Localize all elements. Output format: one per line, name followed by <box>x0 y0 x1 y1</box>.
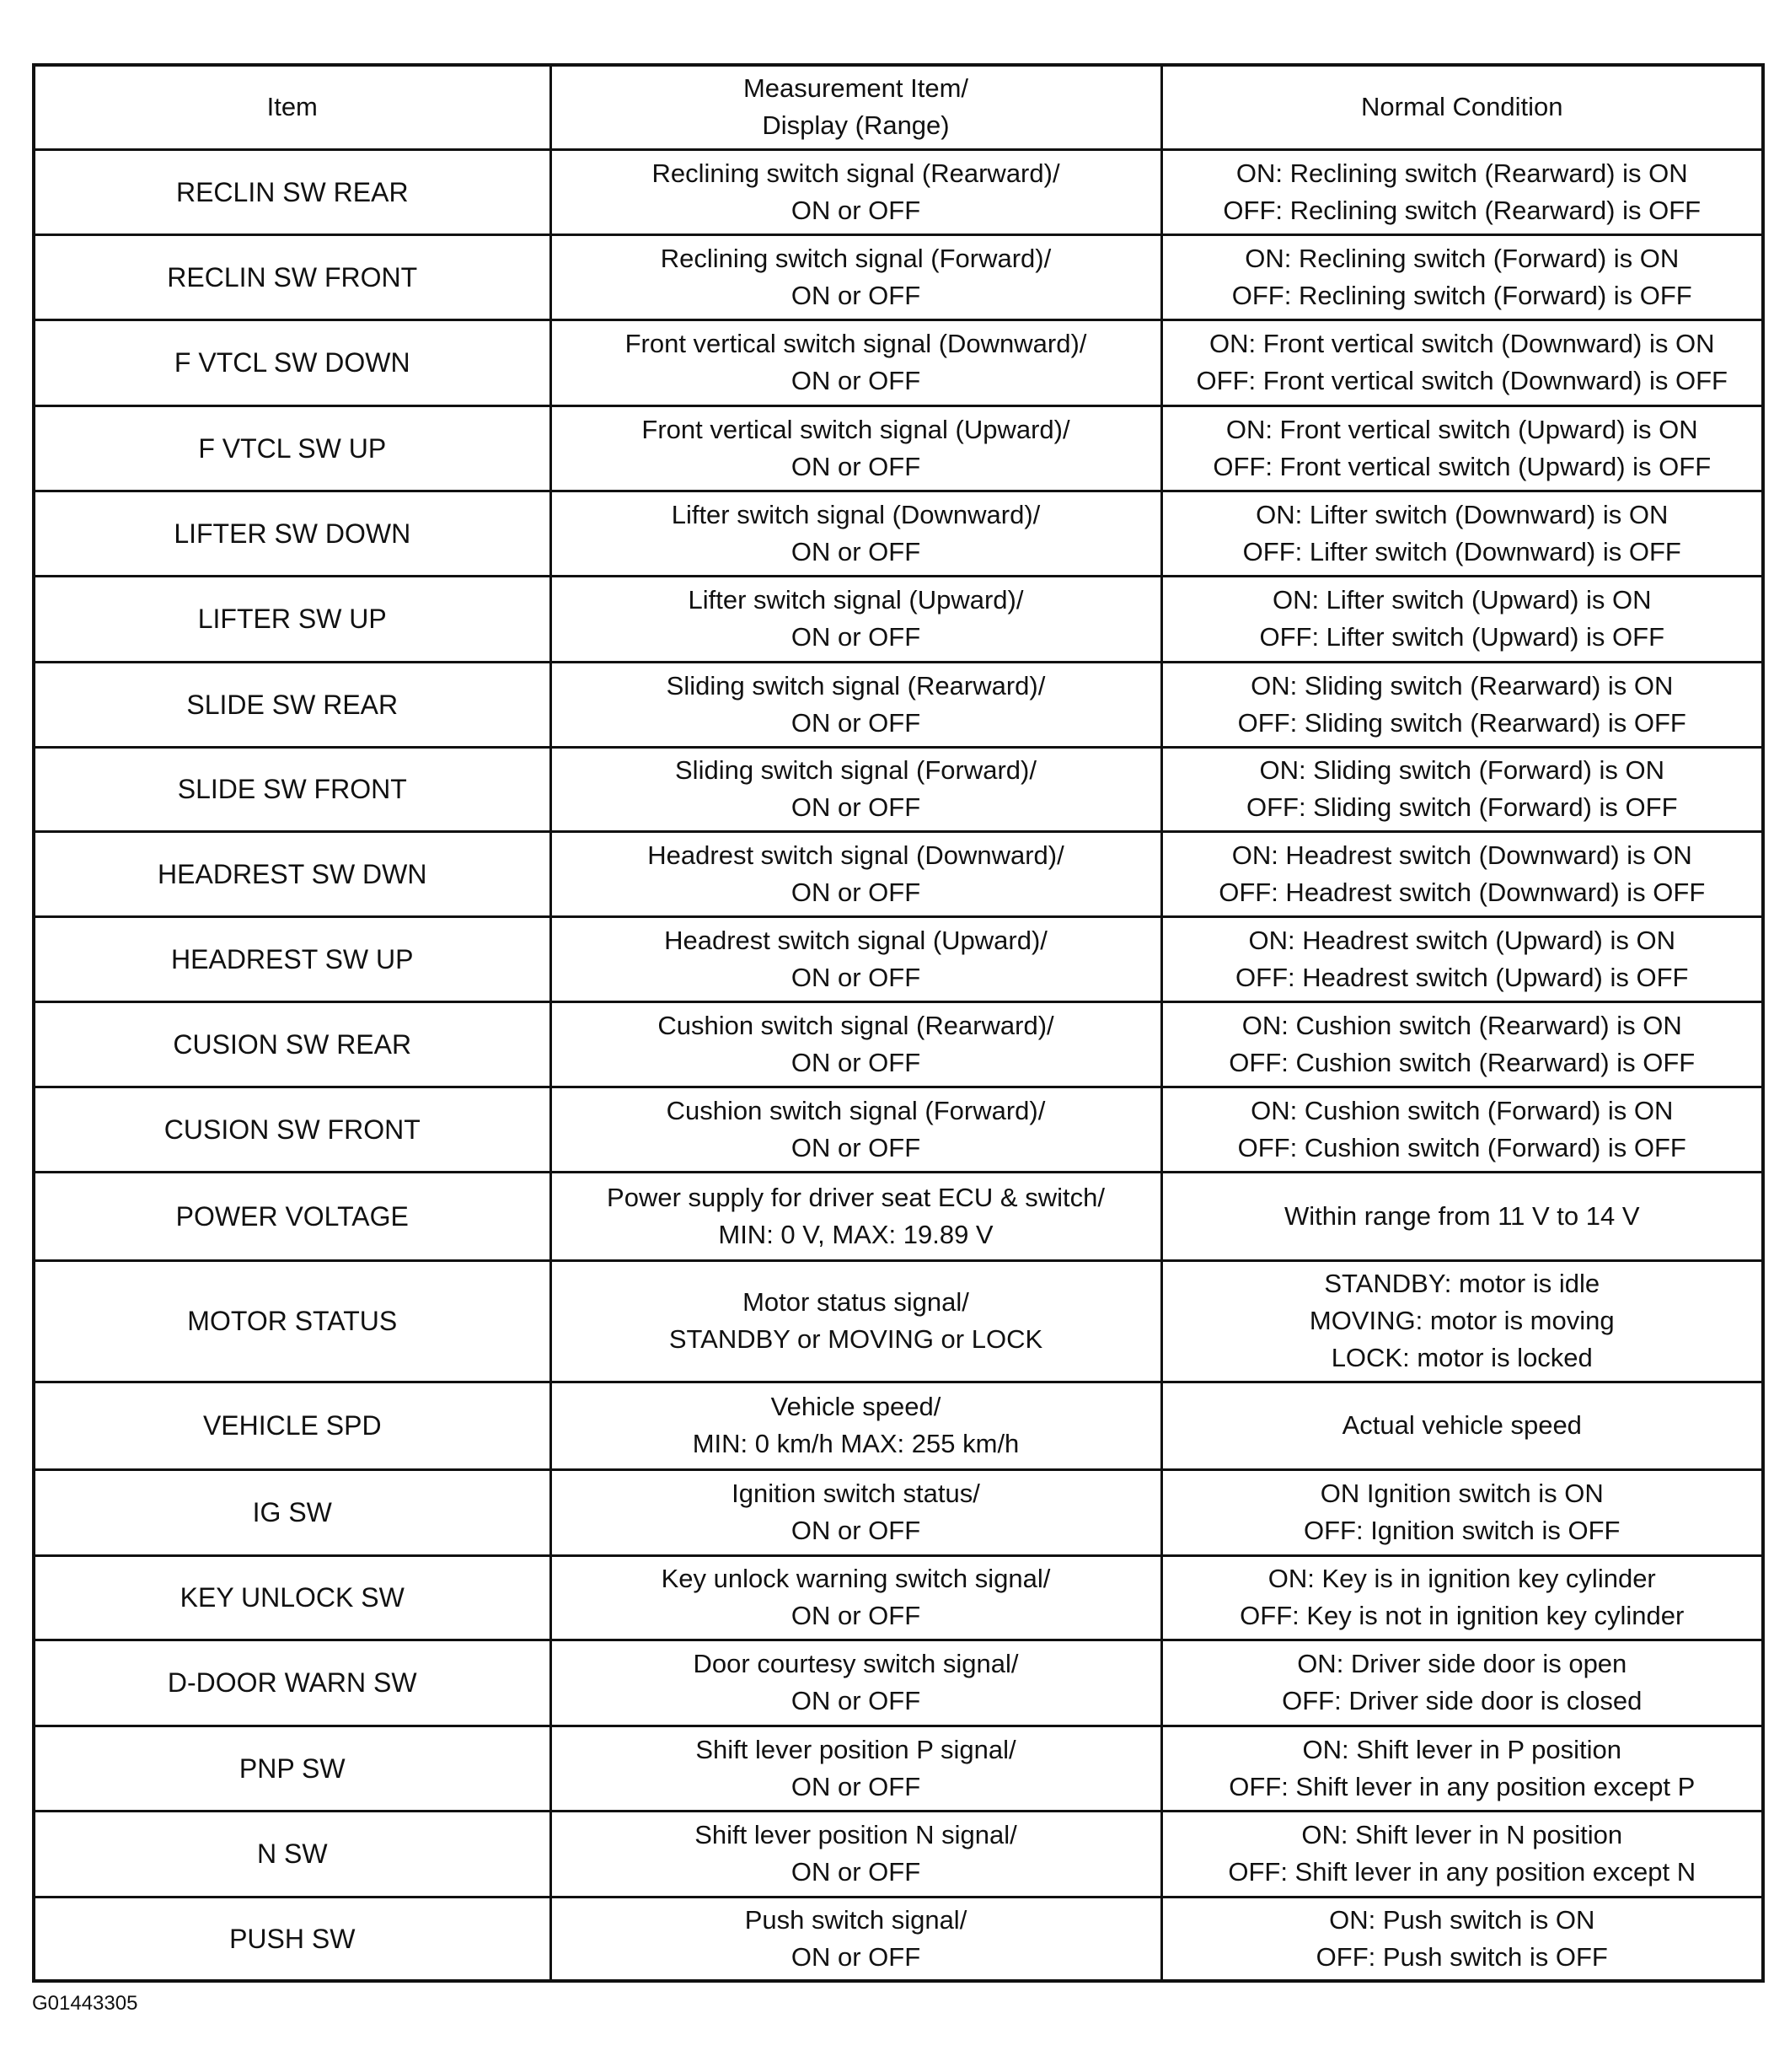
measurement-line: Front vertical switch signal (Upward)/ <box>641 414 1070 444</box>
condition-line: STANDBY: motor is idle <box>1324 1269 1600 1298</box>
cell-item <box>34 405 550 491</box>
condition-line: OFF: Sliding switch (Rearward) is OFF <box>1237 707 1686 738</box>
cell-measurement <box>550 916 1161 1001</box>
condition-line: LOCK: motor is locked <box>1331 1343 1593 1372</box>
table-row <box>34 1001 1763 1087</box>
condition-line: ON: Front vertical switch (Downward) is ON <box>1209 329 1715 358</box>
cell-condition <box>1161 1469 1763 1555</box>
cell-condition <box>1161 916 1763 1001</box>
measurement-line: Headrest switch signal (Upward)/ <box>664 925 1048 955</box>
condition-line: OFF: Shift lever in any position except N <box>1228 1857 1696 1887</box>
cell-measurement <box>550 1726 1161 1811</box>
item-label: VEHICLE SPD <box>202 1410 382 1441</box>
condition-line: OFF: Headrest switch (Upward) is OFF <box>1235 962 1689 992</box>
cell-item <box>34 319 550 405</box>
condition-line: ON: Headrest switch (Upward) is ON <box>1248 925 1675 955</box>
cell-measurement <box>550 234 1161 319</box>
measurement-line: ON or OFF <box>790 707 921 738</box>
cell-item <box>34 662 550 747</box>
measurement-line: Cushion switch signal (Rearward)/ <box>657 1010 1054 1040</box>
measurement-line: Headrest switch signal (Downward)/ <box>647 840 1064 870</box>
measurement-line: MIN: 0 V, MAX: 19.89 V <box>718 1219 994 1249</box>
header-measurement <box>550 65 1161 149</box>
cell-condition <box>1161 1087 1763 1172</box>
cell-condition <box>1161 1726 1763 1811</box>
measurement-line: Sliding switch signal (Forward)/ <box>675 755 1037 785</box>
cell-condition <box>1161 662 1763 747</box>
table-row <box>34 1260 1763 1382</box>
cell-measurement <box>550 1640 1161 1726</box>
item-label: SLIDE SW FRONT <box>177 774 407 804</box>
item-label: F VTCL SW DOWN <box>174 347 410 378</box>
item-label: SLIDE SW REAR <box>186 689 399 720</box>
table-row <box>34 149 1763 234</box>
condition-line: OFF: Lifter switch (Upward) is OFF <box>1259 622 1665 652</box>
measurement-line: ON or OFF <box>790 366 921 395</box>
measurement-line: ON or OFF <box>790 536 921 566</box>
table-row <box>34 491 1763 576</box>
header-condition <box>1161 65 1763 149</box>
cell-item <box>34 1640 550 1726</box>
measurement-line: Cushion switch signal (Forward)/ <box>666 1095 1046 1125</box>
measurement-line: Lifter switch signal (Downward)/ <box>671 499 1041 529</box>
cell-condition <box>1161 1897 1763 1981</box>
condition-line: MOVING: motor is moving <box>1309 1306 1615 1335</box>
condition-line: ON: Front vertical switch (Upward) is ON <box>1225 414 1698 444</box>
cell-item <box>34 747 550 831</box>
measurement-line: Shift lever position P signal/ <box>695 1734 1016 1764</box>
header-measurement-line: Measurement Item/ <box>742 73 969 104</box>
condition-line: OFF: Driver side door is closed <box>1282 1686 1643 1715</box>
table-row <box>34 1555 1763 1640</box>
cell-item <box>34 1260 550 1382</box>
item-label: RECLIN SW FRONT <box>167 261 418 293</box>
item-label: POWER VOLTAGE <box>175 1200 409 1232</box>
table-row <box>34 1469 1763 1555</box>
condition-line: OFF: Sliding switch (Forward) is OFF <box>1246 792 1678 822</box>
condition-line: OFF: Headrest switch (Downward) is OFF <box>1219 877 1706 907</box>
measurement-line: Key unlock warning switch signal/ <box>661 1564 1051 1593</box>
condition-line: OFF: Shift lever in any position except P <box>1229 1771 1696 1801</box>
cell-condition <box>1161 1555 1763 1640</box>
measurement-line: ON or OFF <box>790 1857 921 1887</box>
condition-line: OFF: Reclining switch (Forward) is OFF <box>1231 280 1692 310</box>
condition-line: ON: Lifter switch (Downward) is ON <box>1256 499 1669 529</box>
measurement-line: Power supply for driver seat ECU & switch/ <box>607 1182 1105 1212</box>
measurement-line: ON or OFF <box>790 877 921 907</box>
table-row <box>34 576 1763 662</box>
condition-line: ON: Reclining switch (Forward) is ON <box>1245 243 1680 273</box>
condition-line: ON: Driver side door is open <box>1297 1649 1627 1678</box>
condition-line: ON: Headrest switch (Downward) is ON <box>1231 840 1692 870</box>
measurement-line: ON or OFF <box>790 1516 921 1545</box>
cell-measurement <box>550 1555 1161 1640</box>
item-label: PUSH SW <box>229 1923 356 1954</box>
condition-line: OFF: Reclining switch (Rearward) is OFF <box>1223 195 1702 225</box>
item-label: HEADREST SW UP <box>171 943 414 974</box>
condition-line: Actual vehicle speed <box>1342 1410 1582 1440</box>
cell-item <box>34 1382 550 1469</box>
condition-line: Within range from 11 V to 14 V <box>1284 1200 1640 1231</box>
cell-item <box>34 1726 550 1811</box>
cell-item <box>34 1087 550 1172</box>
cell-measurement <box>550 831 1161 916</box>
item-label: F VTCL SW UP <box>198 432 387 464</box>
measurement-line: Reclining switch signal (Rearward)/ <box>651 158 1060 188</box>
cell-condition <box>1161 1001 1763 1087</box>
measurement-line: Front vertical switch signal (Downward)/ <box>624 329 1087 358</box>
condition-line: ON: Cushion switch (Forward) is ON <box>1251 1095 1674 1125</box>
cell-item <box>34 149 550 234</box>
table-row <box>34 319 1763 405</box>
item-label: HEADREST SW DWN <box>158 858 427 889</box>
cell-measurement <box>550 491 1161 576</box>
condition-line: OFF: Cushion switch (Rearward) is OFF <box>1229 1047 1696 1077</box>
cell-measurement <box>550 1897 1161 1981</box>
header-measurement-line: Display (Range) <box>762 110 950 141</box>
condition-line: ON: Key is in ignition key cylinder <box>1267 1564 1656 1593</box>
cell-condition <box>1161 747 1763 831</box>
table-row <box>34 747 1763 831</box>
cell-measurement <box>550 1001 1161 1087</box>
cell-condition <box>1161 234 1763 319</box>
table-row <box>34 1897 1763 1981</box>
cell-condition <box>1161 1382 1763 1469</box>
measurement-line: ON or OFF <box>790 195 921 225</box>
measurement-line: ON or OFF <box>790 280 921 310</box>
cell-measurement <box>550 1469 1161 1555</box>
item-label: RECLIN SW REAR <box>175 176 409 207</box>
item-label: KEY UNLOCK SW <box>180 1582 405 1613</box>
cell-item <box>34 576 550 662</box>
header-item <box>34 65 550 149</box>
table-row <box>34 1382 1763 1469</box>
cell-condition <box>1161 1640 1763 1726</box>
condition-line: OFF: Front vertical switch (Downward) is OFF <box>1196 366 1728 395</box>
condition-line: ON Ignition switch is ON <box>1320 1479 1604 1508</box>
diagnostic-data-table <box>32 63 1765 1983</box>
table-row <box>34 1811 1763 1897</box>
condition-line: ON: Sliding switch (Rearward) is ON <box>1251 670 1674 701</box>
cell-condition <box>1161 831 1763 916</box>
measurement-line: ON or OFF <box>790 1132 921 1162</box>
item-label: MOTOR STATUS <box>187 1306 398 1336</box>
cell-condition <box>1161 405 1763 491</box>
table-row <box>34 916 1763 1001</box>
cell-item <box>34 831 550 916</box>
measurement-line: ON or OFF <box>790 792 921 822</box>
measurement-line: ON or OFF <box>790 622 921 652</box>
measurement-line: ON or OFF <box>790 1047 921 1077</box>
measurement-line: ON or OFF <box>790 1941 921 1972</box>
cell-condition <box>1161 576 1763 662</box>
header-condition-line: Normal Condition <box>1361 92 1563 122</box>
condition-line: ON: Reclining switch (Rearward) is ON <box>1235 158 1688 188</box>
cell-measurement <box>550 1260 1161 1382</box>
item-label: D-DOOR WARN SW <box>167 1667 417 1698</box>
measurement-line: ON or OFF <box>790 451 921 481</box>
measurement-line: Motor status signal/ <box>742 1287 969 1317</box>
condition-line: ON: Shift lever in N position <box>1301 1820 1623 1849</box>
figure-id: G01443305 <box>32 1992 138 2015</box>
measurement-line: Shift lever position N signal/ <box>694 1820 1017 1849</box>
measurement-line: ON or OFF <box>790 1686 921 1715</box>
table-row <box>34 405 1763 491</box>
table-row <box>34 1640 1763 1726</box>
item-label: PNP SW <box>238 1753 346 1784</box>
measurement-line: Door courtesy switch signal/ <box>693 1649 1019 1678</box>
measurement-line: ON or OFF <box>790 1601 921 1630</box>
cell-measurement <box>550 149 1161 234</box>
cell-measurement <box>550 747 1161 831</box>
item-label: IG SW <box>252 1497 332 1527</box>
cell-condition <box>1161 1172 1763 1260</box>
measurement-line: STANDBY or MOVING or LOCK <box>668 1324 1043 1354</box>
table-row <box>34 662 1763 747</box>
measurement-line: Lifter switch signal (Upward)/ <box>688 585 1024 615</box>
cell-condition <box>1161 149 1763 234</box>
condition-line: OFF: Lifter switch (Downward) is OFF <box>1242 536 1681 566</box>
table-row <box>34 234 1763 319</box>
condition-line: ON: Lifter switch (Upward) is ON <box>1272 585 1652 615</box>
cell-item <box>34 1172 550 1260</box>
cell-item <box>34 234 550 319</box>
cell-item <box>34 1811 550 1897</box>
condition-line: ON: Sliding switch (Forward) is ON <box>1259 755 1665 785</box>
measurement-line: Reclining switch signal (Forward)/ <box>660 243 1052 273</box>
measurement-line: MIN: 0 km/h MAX: 255 km/h <box>692 1429 1020 1458</box>
measurement-line: ON or OFF <box>790 1771 921 1801</box>
table-row <box>34 831 1763 916</box>
cell-item <box>34 1001 550 1087</box>
cell-item <box>34 1469 550 1555</box>
cell-measurement <box>550 319 1161 405</box>
cell-measurement <box>550 1382 1161 1469</box>
table-row <box>34 1172 1763 1260</box>
condition-line: ON: Push switch is ON <box>1329 1904 1595 1935</box>
cell-item <box>34 1555 550 1640</box>
measurement-line: ON or OFF <box>790 962 921 992</box>
cell-item <box>34 916 550 1001</box>
condition-line: OFF: Key is not in ignition key cylinder <box>1240 1601 1685 1630</box>
measurement-line: Ignition switch status/ <box>732 1479 980 1508</box>
cell-measurement <box>550 1811 1161 1897</box>
item-label: CUSION SW REAR <box>173 1028 412 1060</box>
condition-line: OFF: Front vertical switch (Upward) is OFF <box>1213 451 1712 481</box>
cell-item <box>34 1897 550 1981</box>
measurement-line: Sliding switch signal (Rearward)/ <box>666 670 1046 701</box>
cell-measurement <box>550 405 1161 491</box>
cell-condition <box>1161 1811 1763 1897</box>
condition-line: OFF: Cushion switch (Forward) is OFF <box>1237 1132 1686 1162</box>
condition-line: ON: Shift lever in P position <box>1302 1734 1621 1764</box>
item-label: LIFTER SW DOWN <box>174 518 411 549</box>
header-row <box>34 65 1763 149</box>
condition-line: ON: Cushion switch (Rearward) is ON <box>1241 1010 1682 1040</box>
item-label: CUSION SW FRONT <box>163 1114 421 1145</box>
cell-item <box>34 491 550 576</box>
table-row <box>34 1087 1763 1172</box>
condition-line: OFF: Push switch is OFF <box>1316 1941 1608 1972</box>
table-body <box>34 149 1763 1981</box>
condition-line: OFF: Ignition switch is OFF <box>1303 1516 1621 1545</box>
measurement-line: Push switch signal/ <box>744 1904 967 1935</box>
cell-measurement <box>550 1087 1161 1172</box>
cell-measurement <box>550 662 1161 747</box>
header-item-label: Item <box>266 92 318 122</box>
table-row <box>34 1726 1763 1811</box>
cell-condition <box>1161 1260 1763 1382</box>
cell-condition <box>1161 319 1763 405</box>
measurement-line: Vehicle speed/ <box>770 1392 941 1421</box>
item-label: LIFTER SW UP <box>197 604 387 634</box>
cell-condition <box>1161 491 1763 576</box>
item-label: N SW <box>256 1838 328 1869</box>
cell-measurement <box>550 1172 1161 1260</box>
cell-measurement <box>550 576 1161 662</box>
